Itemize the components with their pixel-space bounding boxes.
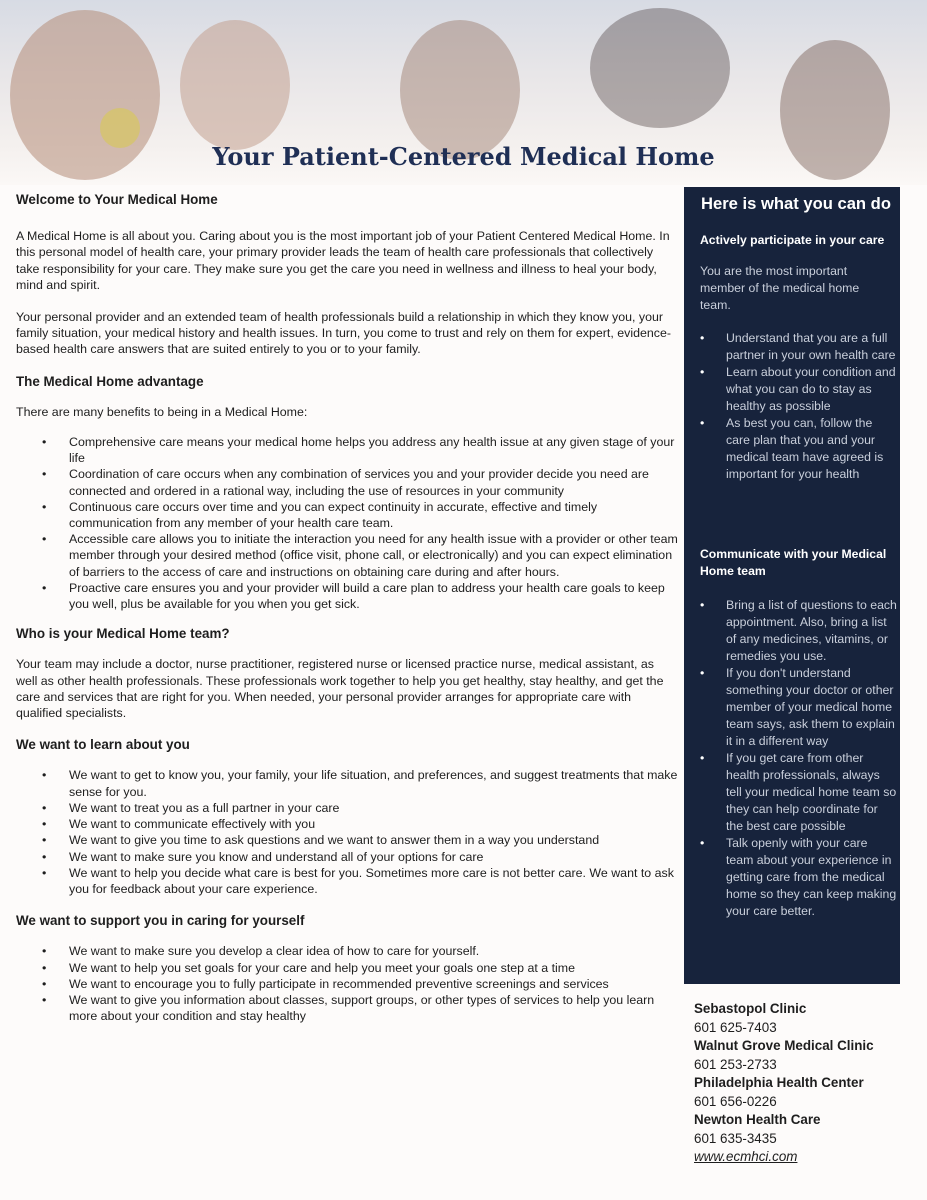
photo-person-4 — [590, 8, 730, 128]
welcome-heading: Welcome to Your Medical Home — [16, 192, 218, 207]
page-title: Your Patient-Centered Medical Home — [212, 142, 715, 171]
sidebar-communicate-list — [726, 597, 898, 920]
clinic-contacts — [694, 1000, 874, 1167]
list-item: • Continuous care occurs over time and you can expect continuity in accurate, effective and timely communication from any member of your health care team. — [69, 499, 678, 531]
advantage-intro: There are many benefits to being in a Medical Home: — [16, 404, 308, 419]
sidebar-heading-communicate: Communicate with your Medical Home team — [700, 547, 887, 578]
advantage-heading: The Medical Home advantage — [16, 373, 204, 389]
clinic-name: Walnut Grove Medical Clinic — [694, 1038, 874, 1053]
list-item: • We want to make sure you develop a clear idea of how to care for yourself. — [69, 943, 678, 959]
main-content — [16, 190, 678, 1024]
list-item: • Understand that you are a full partner in your own health care — [726, 330, 898, 364]
list-item: • If you get care from other health professionals, always tell your medical home team so they can help coordinate for the best care possible — [726, 750, 898, 835]
photo-person-2 — [180, 20, 290, 150]
list-item: • We want to help you set goals for your care and help you meet your goals one step at a time — [69, 960, 678, 976]
list-item: • We want to make sure you know and understand all of your options for care — [69, 849, 678, 865]
sidebar-heading-participate: Actively participate in your care — [700, 233, 885, 247]
photo-person-3 — [400, 20, 520, 160]
support-heading: We want to support you in caring for yourself — [16, 913, 305, 929]
list-item: • As best you can, follow the care plan that you and your medical team have agreed is important for your health — [726, 415, 898, 483]
welcome-paragraph-1: A Medical Home is all about you. Caring about you is the most important job of your Patient Centered Medical Home. In this personal model of health care, your primary provider leads the team of health care professionals that collectively take responsibility for your care. They make sure you get the care you need in wellness and illness to heal your body, mind and spirit. — [16, 229, 670, 292]
learn-list — [16, 767, 678, 897]
clinic-phone: 601 253-2733 — [694, 1056, 777, 1072]
website-link[interactable]: www.ecmhci.com — [694, 1149, 798, 1164]
list-item: • Proactive care ensures you and your provider will build a care plan to address your health care goals to keep you well, plus be available for you when you get sick. — [69, 580, 678, 612]
team-heading: Who is your Medical Home team? — [16, 626, 230, 642]
welcome-paragraph-2: Your personal provider and an extended team of health professionals build a relationship in which they know you, your family situation, your medical history and health issues. In turn, you come to trust and rely on them for expert, evidence-based health care answers that are suited entirely to you or to your family. — [16, 310, 671, 357]
clinic-name: Philadelphia Health Center — [694, 1075, 864, 1090]
list-item: • We want to encourage you to fully participate in recommended preventive screenings and services — [69, 976, 678, 992]
list-item: • We want to give you time to ask questions and we want to answer them in a way you understand — [69, 832, 678, 848]
action-sidebar — [684, 187, 900, 984]
clinic-phone: 601 656-0226 — [694, 1093, 777, 1109]
clinic-name: Newton Health Care — [694, 1112, 821, 1127]
clinic-phone: 601 635-3435 — [694, 1130, 777, 1146]
list-item: • We want to treat you as a full partner in your care — [69, 800, 678, 816]
clinic-phone: 601 625-7403 — [694, 1019, 777, 1035]
list-item: • Coordination of care occurs when any combination of services you and your provider decide you need are connected and ordered in a rational way, including the use of resources in your community — [69, 466, 678, 498]
list-item: • Bring a list of questions to each appointment. Also, bring a list of any medicines, vitamins, or remedies you use. — [726, 597, 898, 665]
list-item: • We want to get to know you, your family, your life situation, and preferences, and suggest treatments that make sense for you. — [69, 767, 678, 799]
list-item: • Talk openly with your care team about your experience in getting care from the medical home so they can keep making your care better. — [726, 835, 898, 920]
list-item: • Learn about your condition and what you can do to stay as healthy as possible — [726, 364, 898, 415]
list-item: • We want to give you information about classes, support groups, or other types of services to help you learn more about your condition and stay healthy — [69, 992, 678, 1024]
support-list — [16, 943, 678, 1024]
list-item: • We want to help you decide what care is best for you. Sometimes more care is not better care. We want to ask you for feedback about your care experience. — [69, 865, 678, 897]
advantage-list — [16, 434, 678, 612]
clinic-name: Sebastopol Clinic — [694, 1001, 807, 1016]
sidebar-intro: You are the most important member of the medical home team. — [700, 264, 860, 312]
list-item: • Comprehensive care means your medical home helps you address any health issue at any given stage of your life — [69, 434, 678, 466]
team-paragraph: Your team may include a doctor, nurse practitioner, registered nurse or licensed practice nurse, medical assistant, as well as other health professionals. These professionals work together to help you get healthy, stay healthy, and get the care and services that are right for you. When needed, your personal provider arranges for appropriate care with qualified specialists. — [16, 657, 664, 721]
list-item: • If you don't understand something your doctor or other member of your medical home team says, ask them to explain it in a different way — [726, 665, 898, 750]
sidebar-title: Here is what you can do — [701, 194, 891, 213]
list-item: • We want to communicate effectively with you — [69, 816, 678, 832]
learn-heading: We want to learn about you — [16, 737, 190, 753]
list-item: • Accessible care allows you to initiate the interaction you need for any health issue with a provider or other team member through your desired method (office visit, phone call, or electronically) and you can expect elimination of barriers to the access of care and instructions on obtaining care during and after hours. — [69, 531, 678, 580]
sidebar-participate-list — [726, 330, 898, 483]
